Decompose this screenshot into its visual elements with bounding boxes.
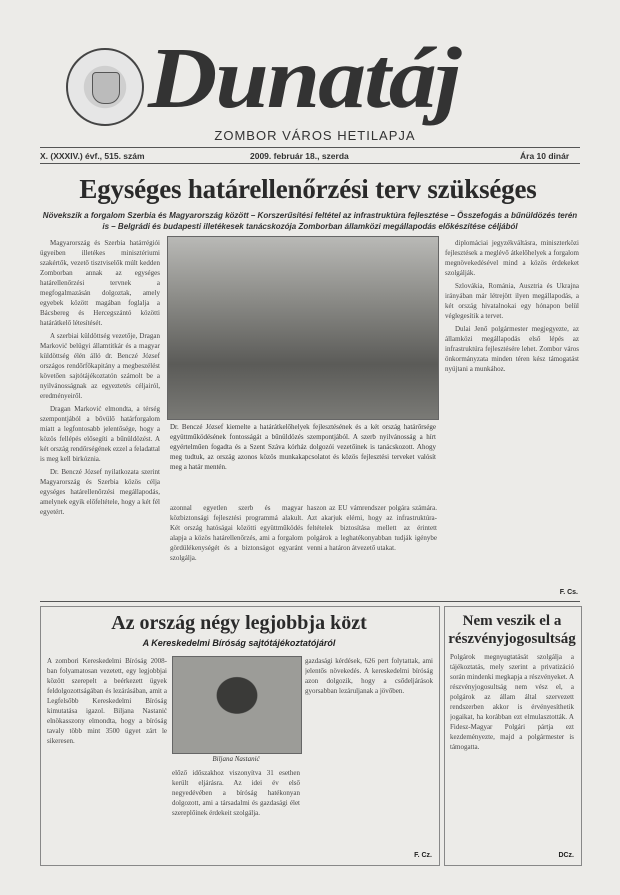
side-column: Polgárok megnyugtatását szolgálja a tájékoztatás, mely szerint a privatizáció során mindenki megkapja a részvényeket. A részvényjogosultság nem vész el, a polgárok az állam által szervezett rendszerben akkor is érvényesíthetik jogaikat, ha korábban ezt elmulasztották. A Fidesz-Magyar Polgári pártja ezt kezdeményezte, majd a polgármester is támogatta. — [450, 653, 574, 751]
portrait-photo — [172, 656, 302, 754]
lead-column-2: azonnal egyetlen szerb és magyar közbiztonsági fejlesztési programmá alakult. Két ország hatóságai közötti együttműködés alapja a közös határellenőrzés, ami a forgalom gördülékenységét és a biztonságot egyaránt szolgálja. — [170, 504, 303, 562]
paragraph: Magyarország és Szerbia határrégiói ügyeiben illetékes minisztériumi szakértők, vezető tisztviselők múlt kedden Zomborban annak az egységes határellenőrzési tervnek a megfogalmazásán dolgoztak, amely egyebek között magában foglalja a Bácsbereg és Hercegszántó közötti határátkelő létesítését. — [40, 239, 160, 327]
issue-number: X. (XXXIV.) évf., 515. szám — [40, 151, 145, 161]
city-seal-icon — [66, 48, 144, 126]
lead-signature: F. Cs. — [559, 589, 578, 596]
lead-subhead: Növekszik a forgalom Szerbia és Magyarország között – Korszerűsítési feltétel az infrastruktúra fejlesztése – Összefogás a bűnüldözés terén is – Belgrádi és budapesti illetékesek tanácskozója Zomborban államközi megállapodás előkészítése céljából — [42, 211, 578, 231]
court-signature: F. Cz. — [414, 852, 432, 859]
divider — [40, 601, 580, 602]
lead-column-3: haszon az EU vámrendszer polgára számára. Azt akarjuk elérni, hogy az infrastruktúra-feltételek biztosítása mellett az érintett polgárok a leghatékonyabban tudják igénybe venni a határon átvezető utakat. — [307, 504, 437, 552]
court-headline: Az ország négy legjobbja közt — [111, 612, 367, 634]
paragraph: Dr. Benczé József nyilatkozata szerint Magyarország és Szerbia közös célja egységes határellenőrzési megállapodás, amelynek egyik előfeltétele, hogy a két fél egyetért. — [40, 468, 160, 516]
issue-date: 2009. február 18., szerda — [250, 151, 349, 161]
court-column-1: A zombori Kereskedelmi Bíróság 2008-ban folyamatosan vezetett, egy legjobbjai között szerepelt a beérkezett ügyek feldolgozottságában és lezárásában, amit a Legfelsőbb Kereskedelmi Bíróság kimutatása igazol. Biljana Nastanić elnökasszony elmondta, hogy a bíróság tavaly több mint 3500 ügyet zárt le sikeresen. — [47, 657, 167, 745]
portrait-caption: Biljana Nastanić — [212, 755, 260, 763]
price: Ára 10 dinár — [520, 151, 570, 161]
court-kicker: A Kereskedelmi Bíróság sajtótájékoztatójáról — [142, 638, 336, 648]
paragraph: Szlovákia, Románia, Ausztria és Ukrajna irányában már létrejött ilyen megállapodás, a két ország hivatalnokai egy hónapon belül véglegesítik a tervet. — [445, 282, 579, 320]
masthead-title: Dunatáj — [148, 29, 460, 126]
paragraph: A szerbiai küldöttség vezetője, Dragan Marković belügyi államtitkár és a magyar küldöttség élén álló dr. Benczé József országos rendőrfőkapitány a megbeszélést követően sajtótájékoztatón számolt be a nyilvánosságnak az egyeztetés céljairól, eredményeiről. — [40, 332, 160, 400]
lead-column-4 — [445, 238, 579, 588]
meeting-photo — [167, 236, 439, 420]
paragraph: Dulai Jenő polgármester megjegyezte, az államközi megállapodás első lépés az infrastruktúra fejlesztésére lehet. Zombor város önkormányzata minden téren kész támogatást nyújtani a munkához. — [445, 325, 579, 373]
side-headline: Nem veszik el a részvényjogosultság — [448, 613, 576, 647]
divider — [40, 147, 580, 148]
side-signature: DCz. — [558, 852, 574, 859]
masthead-subtitle: ZOMBOR VÁROS HETILAPJA — [214, 128, 416, 143]
lead-headline: Egységes határellenőrzési terv szükséges — [79, 174, 537, 204]
court-column-3: gazdasági kérdések, 626 pert folytattak, ami jelentős növekedés. A kereskedelmi bíróság azon dolgozik, hogy a csődeljárások gyorsabban lezáruljanak a jövőben. — [305, 657, 433, 695]
lead-column-1 — [40, 238, 160, 600]
photo-caption: Dr. Benczé József kiemelte a határátkelőhelyek fejlesztésének és a két ország határőrsége együttműködésének fontosságát a bűnüldözés szempontjából. A szerb nyilvánosság a hírt egyértelműen fogadta és a Szent Száva kórház dolgozói vezetőinek is tanácskozott. Ahogy meg tudtuk, az ország azonos közös munkakapcsolatot és közös fejlesztési terveket valósít meg a határ mentén. — [170, 423, 436, 471]
paragraph: diplomáciai jegyzékváltásra, miniszterközi fejlesztések a meglévő átkelőhelyek a forgalom megnövekedésével mind a közös érdekeket szolgálják. — [445, 239, 579, 277]
paragraph: Dragan Marković elmondta, a térség szempontjából a bővülő határforgalom miatt a legfontosabb jelentősége, hogy a közös fellépés elősegíti a bűnüldözést. A két ország rendőrségének ezzel a feladattal is meg kell birkóznia. — [40, 405, 160, 463]
divider — [40, 163, 580, 164]
court-column-2: előző időszakhoz viszonyítva 31 esethen került eljárásra. Az idei év első negyedévében a bíróság hatékonyan dolgozott, ami a társadalmi és gazdasági élet szereplőinek érdekeit szolgálja. — [172, 769, 300, 817]
